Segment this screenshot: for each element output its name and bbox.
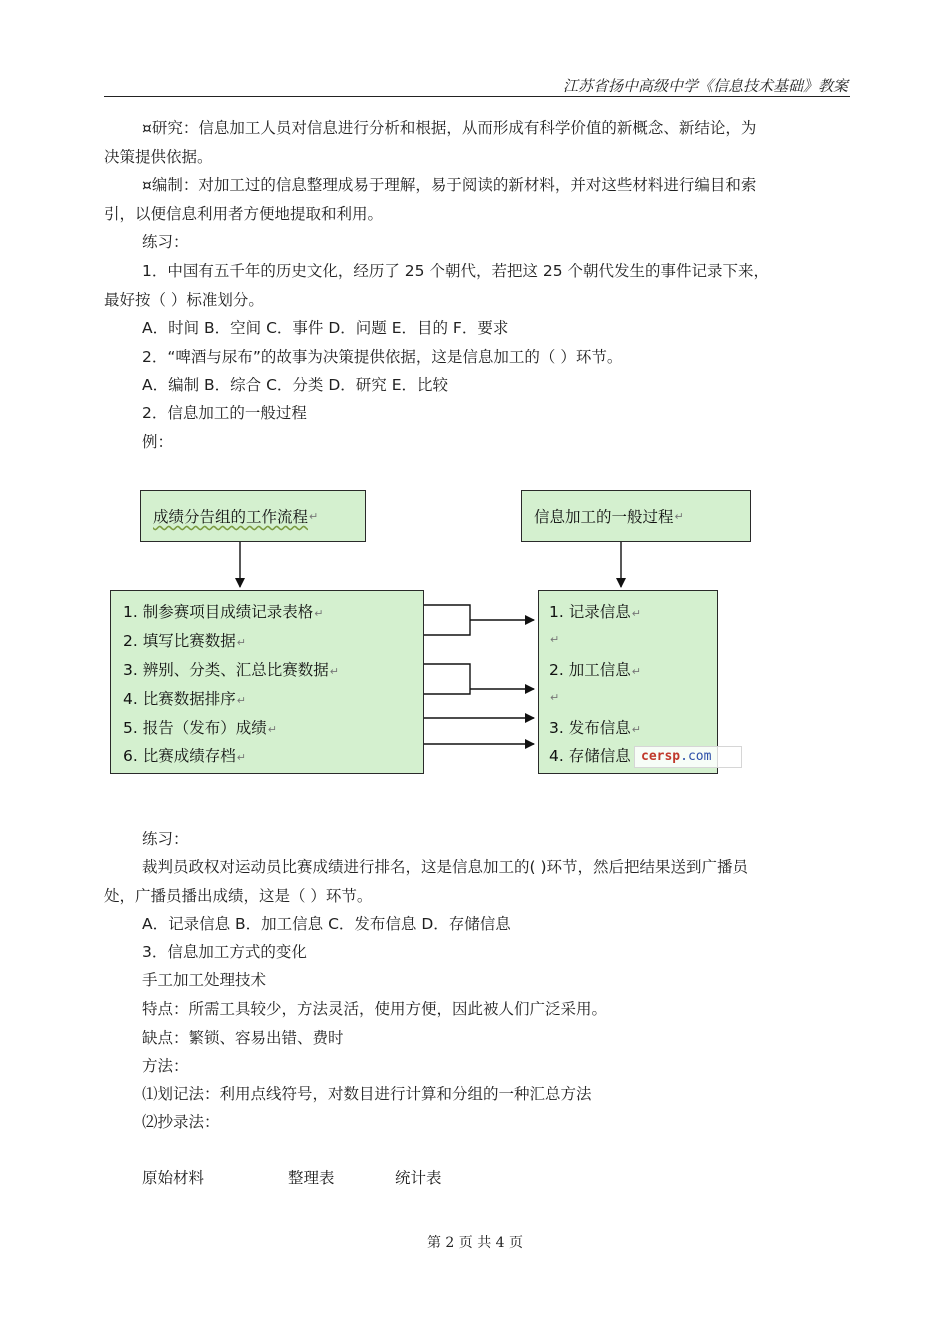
- right-step-blank-1: ↵: [550, 633, 560, 646]
- left-step-3: 3. 辨别、分类、汇总比赛数据↵: [123, 661, 339, 679]
- right-title: 信息加工的一般过程: [534, 508, 674, 526]
- left-step-5: 5. 报告（发布）成绩↵: [123, 719, 277, 737]
- right-step-1: 1. 记录信息↵: [549, 603, 641, 621]
- watermark-logo: [634, 746, 742, 768]
- bracket-top: [424, 605, 470, 635]
- material-stat-table: 统计表: [395, 1169, 442, 1187]
- question-1: 1．中国有五千年的历史文化，经历了 25 个朝代，若把这 25 个朝代发生的事件记录下来，: [142, 262, 770, 280]
- right-title-box: [521, 490, 751, 542]
- left-step-2: 2. 填写比赛数据↵: [123, 632, 246, 650]
- left-steps-box: [110, 590, 424, 774]
- material-sorted-table: 整理表: [288, 1169, 335, 1187]
- process-diagram: [104, 476, 744, 776]
- material-original: 原始材料: [142, 1169, 205, 1187]
- section-2-heading: 2．信息加工的一般过程: [142, 404, 307, 422]
- example-label: 例：: [142, 433, 174, 451]
- right-step-3: 3. 发布信息↵: [549, 719, 641, 737]
- left-step-1: 1. 制参赛项目成绩记录表格↵: [123, 603, 324, 621]
- exercise-2-label: 练习：: [142, 830, 189, 848]
- right-step-blank-2: ↵: [550, 691, 560, 704]
- features-text: 特点：所需工具较少，方法灵活，使用方便，因此被人们广泛采用。: [142, 1000, 608, 1018]
- method-1: ⑴划记法：利用点线符号，对数目进行计算和分组的一种汇总方法: [142, 1085, 592, 1103]
- right-step-4: 4. 存储信息: [549, 747, 631, 765]
- question-1-options: A．时间 B．空间 C．事件 D．问题 E．目的 F．要求: [142, 319, 509, 337]
- exercise-label: 练习：: [142, 233, 189, 251]
- left-step-6: 6. 比赛成绩存档↵: [123, 747, 246, 765]
- bracket-middle: [424, 664, 470, 694]
- methods-label: 方法：: [142, 1057, 189, 1075]
- section-3-heading: 3．信息加工方式的变化: [142, 943, 307, 961]
- return-mark: ↵: [674, 509, 684, 523]
- question-1-cont: 最好按（ ）标准划分。: [104, 291, 264, 309]
- left-title: 成绩分告组的工作流程: [153, 508, 309, 526]
- paragraph-research-cont: 决策提供依据。: [104, 148, 213, 166]
- page-footer: 第 2 页 共 4 页: [426, 1235, 524, 1251]
- paragraph-compile: ¤编制：对加工过的信息整理成易于理解，易于阅读的新材料，并对这些材料进行编目和索: [142, 176, 757, 194]
- watermark-domain: .com: [680, 749, 712, 764]
- paragraph-research: ¤研究：信息加工人员对信息进行分析和根据，从而形成有科学价值的新概念、新结论，为: [142, 119, 757, 137]
- manual-title: 手工加工处理技术: [142, 971, 267, 989]
- watermark-text: cersp: [641, 749, 681, 764]
- right-step-2: 2. 加工信息↵: [549, 661, 641, 679]
- left-title-box: [140, 490, 366, 542]
- question-3-cont: 处，广播员播出成绩，这是（ ）环节。: [104, 887, 373, 905]
- header-title: 江苏省扬中高级中学《信息技术基础》教案: [562, 77, 848, 95]
- question-3-options: A．记录信息 B．加工信息 C．发布信息 D．存储信息: [142, 915, 511, 933]
- drawbacks-text: 缺点：繁锁、容易出错、费时: [142, 1029, 344, 1047]
- method-2: ⑵抄录法：: [142, 1113, 220, 1131]
- return-mark: ↵: [309, 509, 319, 523]
- left-step-4: 4. 比赛数据排序↵: [123, 690, 246, 708]
- question-3: 裁判员政权对运动员比赛成绩进行排名，这是信息加工的( )环节，然后把结果送到广播员: [142, 858, 749, 876]
- paragraph-compile-cont: 引，以便信息利用者方便地提取和利用。: [104, 205, 384, 223]
- question-2-options: A．编制 B．综合 C．分类 D．研究 E．比较: [142, 376, 448, 394]
- question-2: 2．“啤酒与尿布”的故事为决策提供依据，这是信息加工的（ ）环节。: [142, 348, 623, 366]
- page-header: [104, 70, 850, 97]
